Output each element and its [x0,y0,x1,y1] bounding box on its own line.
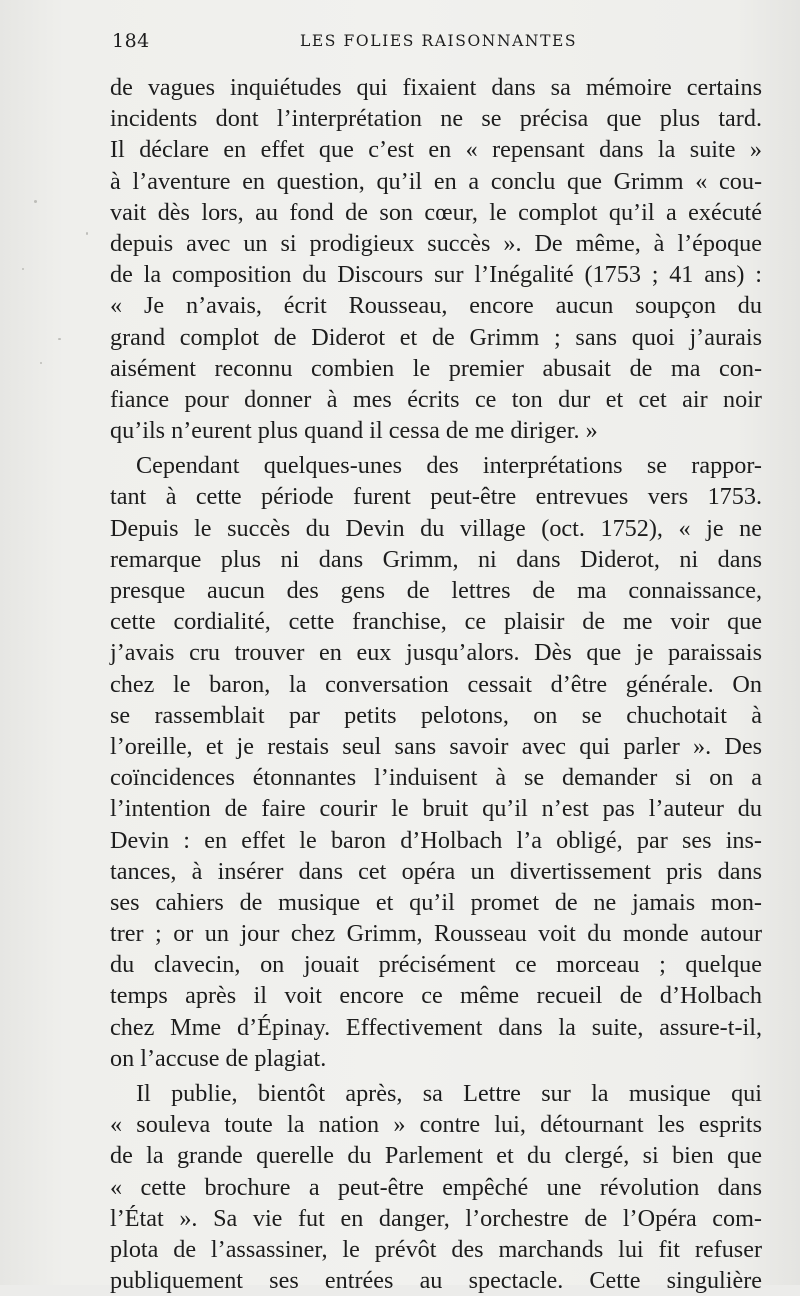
text-line: l’intention de faire courir le bruit qu’il n’est pas l’auteur du [110,795,762,823]
text-line: chez le baron, la conversation cessait d’être générale. On [110,670,762,698]
text-line: Il déclare en effet que c’est en « repensant dans la suite » [110,136,762,164]
text-line: de la grande querelle du Parlement et du clergé, si bien que [110,1142,762,1170]
text-line: tances, à insérer dans cet opéra un divertissement pris dans [110,857,762,885]
text-line: plota de l’assassiner, le prévôt des marchands lui fit refuser [110,1235,762,1263]
text-line: vait dès lors, au fond de son cœur, le complot qu’il a exécuté [110,198,762,226]
paper-speck [40,362,42,364]
text-line: Depuis le succès du Devin du village (oct. 1752), « je ne [110,514,762,542]
text-line: ses cahiers de musique et qu’il promet de ne jamais mon- [110,888,762,916]
body-text [110,72,762,1296]
text-line: de vagues inquiétudes qui fixaient dans sa mémoire certains [110,74,762,101]
text-line: grand complot de Diderot et de Grimm ; sans quoi j’aurais [110,323,762,351]
text-line: qu’ils n’eurent plus quand il cessa de me diriger. » [110,417,598,445]
text-line: aisément reconnu combien le premier abusait de ma con- [110,354,762,382]
text-line: remarque plus ni dans Grimm, ni dans Diderot, ni dans [110,545,762,573]
text-line: « cette brochure a peut-être empêché une révolution dans [110,1173,762,1201]
paper-speck [58,338,61,340]
text-line: coïncidences étonnantes l’induisent à se demander si on a [110,764,762,792]
paper-speck [22,268,24,270]
paragraph [110,450,762,1074]
text-line: chez Mme d’Épinay. Effectivement dans la suite, assure-t-il, [110,1013,762,1041]
text-line: presque aucun des gens de lettres de ma connaissance, [110,577,762,604]
text-line: du clavecin, on jouait précisément ce morceau ; quelque [110,951,762,979]
paper-speck [86,232,88,235]
paragraph [110,1078,762,1296]
text-line: l’oreille, et je restais seul sans savoir avec qui parler ». Des [110,732,762,760]
text-line: on l’accuse de plagiat. [110,1044,327,1072]
running-title: LES FOLIES RAISONNANTES [300,32,578,50]
text-line: Cependant quelques-unes des interprétations se rappor- [136,452,762,480]
paragraph [110,72,762,446]
text-line: l’État ». Sa vie fut en danger, l’orchestre de l’Opéra com- [110,1204,762,1232]
text-line: fiance pour donner à mes écrits ce ton dur et cet air noir [110,385,762,413]
page-number: 184 [112,30,150,52]
page-header [112,30,762,60]
text-line: à l’aventure en question, qu’il en a conclu que Grimm « cou- [110,167,762,195]
text-line: « Je n’avais, écrit Rousseau, encore aucun soupçon du [110,292,762,320]
text-line: j’avais cru trouver en eux jusqu’alors. Dès que je paraissais [110,639,762,667]
text-line: de la composition du Discours sur l’Inégalité (1753 ; 41 ans) : [110,261,762,289]
text-line: se rassemblait par petits pelotons, on se chuchotait à [110,701,762,729]
text-line: temps après il voit encore ce même recueil de d’Holbach [110,982,762,1010]
text-line: trer ; or un jour chez Grimm, Rousseau voit du monde autour [110,920,762,948]
text-line: tant à cette période furent peut-être entrevues vers 1753. [110,483,762,511]
text-line: incidents dont l’interprétation ne se précisa que plus tard. [110,105,762,133]
text-line: publiquement ses entrées au spectacle. Cette singulière [110,1267,762,1295]
text-line: « souleva toute la nation » contre lui, détournant les esprits [110,1111,762,1139]
text-line: depuis avec un si prodigieux succès ». De même, à l’époque [110,229,762,257]
paper-speck [34,200,37,203]
text-line: Devin : en effet le baron d’Holbach l’a obligé, par ses ins- [110,826,762,854]
text-line: cette cordialité, cette franchise, ce plaisir de me voir que [110,608,762,636]
text-line: Il publie, bientôt après, sa Lettre sur la musique qui [136,1080,762,1107]
